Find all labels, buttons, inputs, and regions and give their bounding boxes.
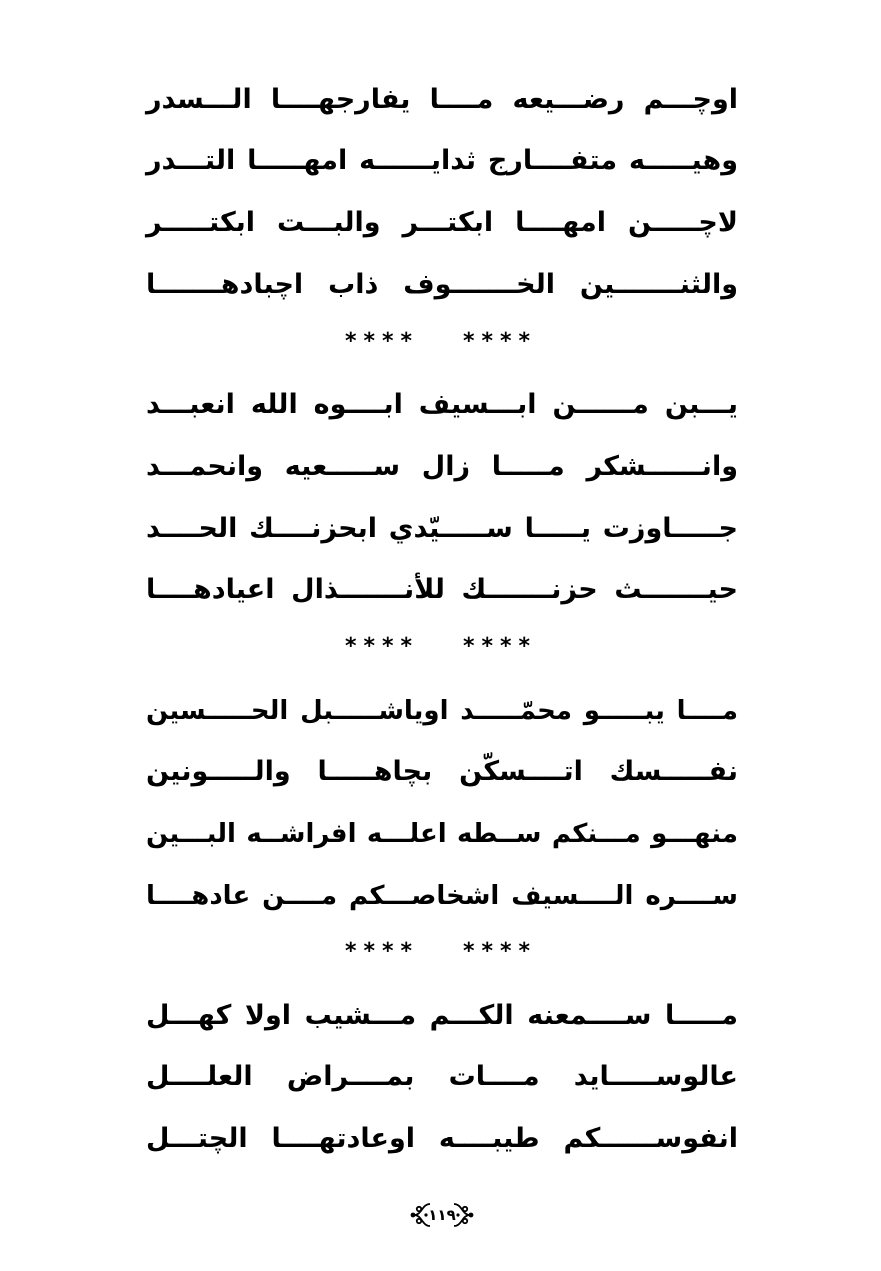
verse-line: وهيـــــه متفــــارج ثدايــــــه امهـــــا التـــدر (146, 145, 738, 176)
verse-line: وانــــــشكر مـــــا زال ســـــعيه وانحمـــد (146, 451, 738, 482)
verse-line: يـــبن مــــــن ابـــسيف ابــــوه الله انعبـــد (146, 389, 738, 420)
page-number-text: ١١٩ (428, 1206, 456, 1224)
verse-line: نفـــــسك اتــــسكّن بچاهـــــا والـــــونين (146, 756, 738, 787)
verse-line: جـــــاوزت يـــــا ســـــيّدي ابحزنــــك الحــــد (146, 513, 738, 544)
separator-stars: **** (463, 634, 538, 659)
verse-line: منهـــو مـــنكم ســطه اعلـــه افراشــه البـــين (146, 819, 738, 849)
separator-stars: **** (344, 939, 419, 964)
verse-line: انفوســــــكم طيبــــه اوعادتهــــا الچتـــل (146, 1123, 738, 1154)
verse-line: حيـــــــث حزنـــــــك للأنـــــــذال اعيادهــــا (146, 574, 738, 605)
separator-stars: **** (463, 329, 538, 354)
stanza-separator (300, 937, 582, 967)
stanza-separator (300, 327, 582, 357)
verse-line: اوچـــم رضـــيعه مــــا يفارجهــــا الـــسدر (146, 84, 738, 115)
verse-line: مــــا يبـــــو محمّـــــد اوياشـــــبل الحـــــسين (146, 696, 738, 726)
page-number (410, 1198, 474, 1232)
verse-line: عالوســـــايد مــــات بمــــراض العلــــل (146, 1061, 738, 1092)
separator-stars: **** (344, 634, 419, 659)
verse-line: والثنـــــــين الخـــــــوف ذاب اچبادهـــــــا (146, 269, 738, 300)
separator-stars: **** (463, 939, 538, 964)
verse-line: مـــــا ســــمعنه الكـــم مـــشيب اولا كهـــل (146, 1000, 738, 1031)
stanza-separator (300, 632, 582, 662)
verse-line: ســــره الــــسيف اشخاصـــكم مــــن عادهــــا (146, 881, 738, 911)
separator-stars: **** (344, 329, 419, 354)
verse-line: لاچـــــن امهــــا ابكتـــر والبـــت ابكتـــــر (146, 207, 738, 238)
